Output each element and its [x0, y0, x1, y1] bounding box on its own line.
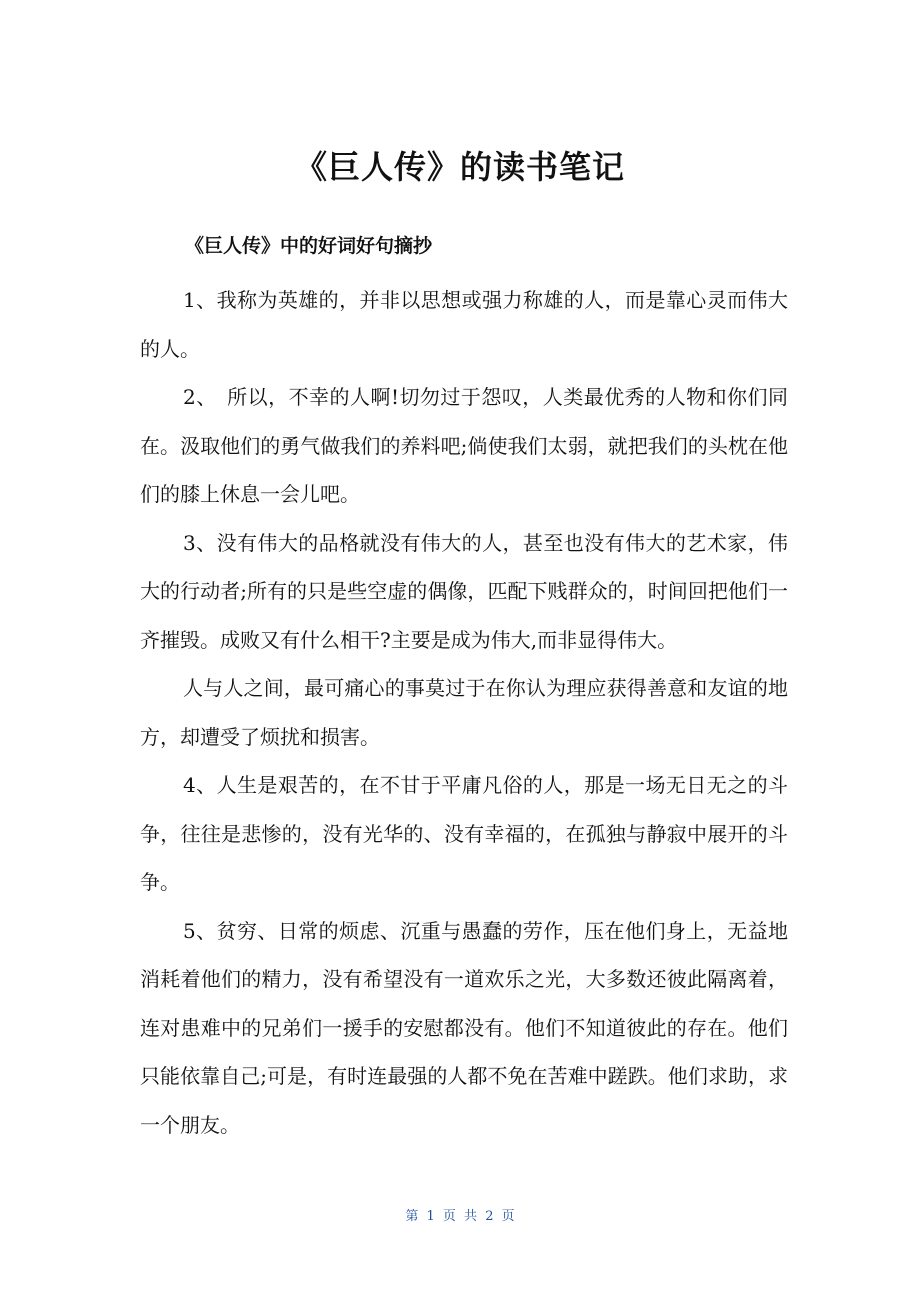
paragraph-5: 4、人生是艰苦的，在不甘于平庸凡俗的人，那是一场无日无之的斗争，往往是悲惨的，没有光华的、没有幸福的，在孤独与静寂中展开的斗争。 — [140, 773, 788, 894]
paragraph-2: 2、 所以，不幸的人啊!切勿过于怨叹，人类最优秀的人物和你们同在。汲取他们的勇气做我们的养料吧;倘使我们太弱，就把我们的头枕在他们的膝上休息一会儿吧。 — [140, 385, 788, 506]
page-title: 《巨人传》的读书笔记 — [294, 148, 625, 186]
page-number-footer: 第 1 页 共 2 页 — [405, 1209, 515, 1224]
paragraph-1: 1、我称为英雄的，并非以思想或强力称雄的人，而是靠心灵而伟大的人。 — [140, 288, 788, 361]
paragraph-3: 3、没有伟大的品格就没有伟大的人，甚至也没有伟大的艺术家，伟大的行动者;所有的只是些空虚的偶像，匹配下贱群众的，时间回把他们一齐摧毁。成败又有什么相干?主要是成为伟大,而非显得伟大。 — [140, 530, 788, 652]
paragraph-4: 人与人之间，最可痛心的事莫过于在你认为理应获得善意和友谊的地方，却遭受了烦扰和损害。 — [140, 676, 788, 749]
paragraph-6: 5、贫穷、日常的烦虑、沉重与愚蠢的劳作，压在他们身上，无益地消耗着他们的精力，没有希望没有一道欢乐之光，大多数还彼此隔离着，连对患难中的兄弟们一援手的安慰都没有。他们不知道彼此的存在。他们只能依靠自己;可是，有时连最强的人都不免在苦难中蹉跌。他们求助，求一个朋友。 — [140, 918, 788, 1137]
section-heading: 《巨人传》中的好词好句摘抄 — [185, 235, 433, 257]
body-text — [140, 276, 788, 1149]
